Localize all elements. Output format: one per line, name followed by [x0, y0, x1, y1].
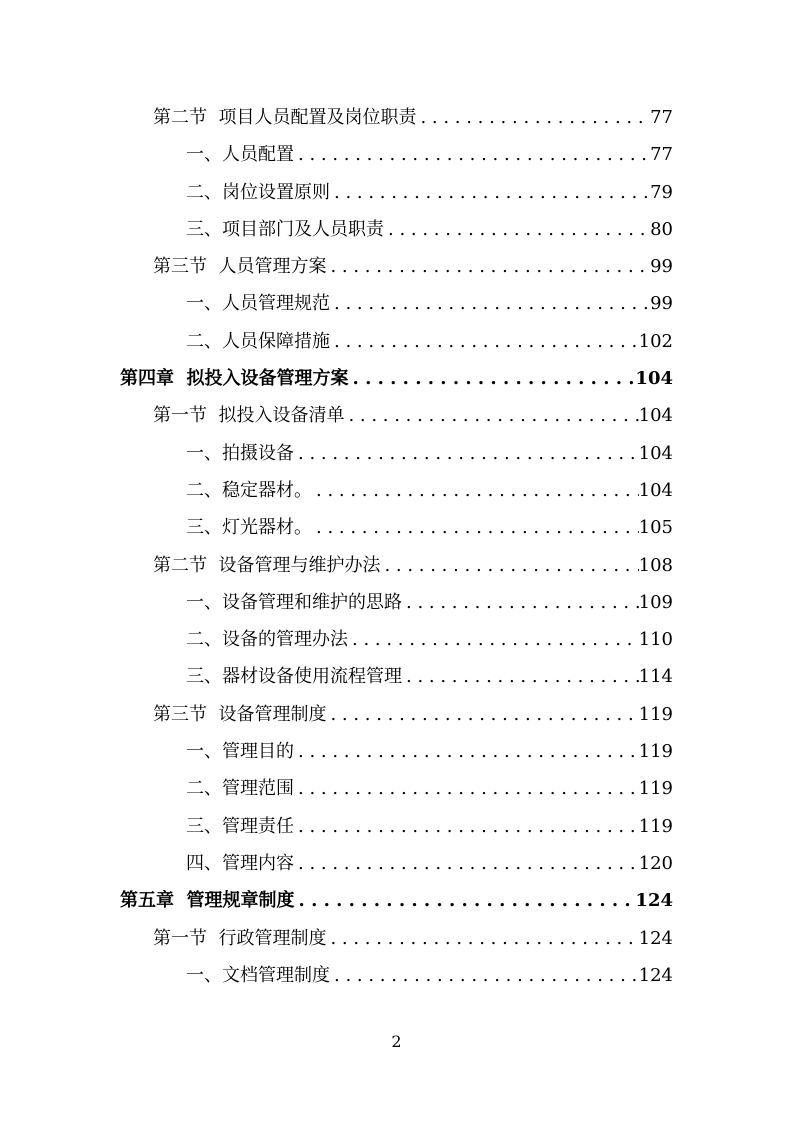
toc-entry-page: 104 — [638, 479, 673, 501]
toc-leader-dots — [326, 696, 638, 733]
toc-entry-chapter[interactable] — [0, 360, 793, 397]
toc-entry-title: 四、管理内容 — [186, 852, 294, 874]
toc-entry-page: 99 — [650, 256, 673, 278]
toc-entry-row — [186, 584, 673, 621]
toc-entry-title: 第四章 拟投入设备管理方案 — [120, 368, 349, 390]
toc-entry-page: 119 — [638, 815, 673, 837]
toc-entry-page: 104 — [638, 442, 673, 464]
toc-entry-title: 一、管理目的 — [186, 741, 294, 763]
toc-entry-page: 102 — [638, 330, 673, 352]
toc-entry-title: 三、管理责任 — [186, 815, 294, 837]
toc-entry-title: 第一节 拟投入设备清单 — [153, 405, 345, 427]
toc-entry-title: 二、岗位设置原则 — [186, 181, 330, 203]
toc-entry-section[interactable] — [0, 696, 793, 733]
toc-entry-row — [186, 472, 673, 509]
toc-leader-dots — [312, 509, 639, 546]
toc-entry-row — [153, 248, 673, 285]
toc-leader-dots — [294, 136, 650, 173]
toc-entry-row — [186, 733, 673, 770]
toc-entry-page: 119 — [638, 703, 673, 725]
toc-entry-row — [120, 882, 673, 919]
toc-leader-dots — [295, 882, 636, 919]
toc-entry-page: 108 — [638, 554, 673, 576]
toc-leader-dots — [348, 621, 639, 658]
toc-entry-item[interactable] — [0, 472, 793, 509]
toc-entry-chapter[interactable] — [0, 882, 793, 919]
toc-entry-row — [186, 509, 673, 546]
toc-entry-row — [186, 658, 673, 695]
toc-entry-item[interactable] — [0, 435, 793, 472]
toc-entry-row — [186, 323, 673, 360]
toc-entry-page: 120 — [638, 852, 673, 874]
toc-entry-title: 一、拍摄设备 — [186, 442, 294, 464]
toc-entry-title: 第三节 人员管理方案 — [153, 256, 327, 278]
toc-entry-page: 104 — [638, 405, 673, 427]
toc-entry-item[interactable] — [0, 285, 793, 322]
toc-entry-section[interactable] — [0, 99, 793, 136]
toc-entry-row — [186, 808, 673, 845]
toc-entry-page: 105 — [638, 517, 673, 539]
toc-entry-row — [153, 920, 673, 957]
toc-entry-section[interactable] — [0, 920, 793, 957]
toc-leader-dots — [402, 584, 639, 621]
toc-entry-section[interactable] — [0, 248, 793, 285]
page-number: 2 — [391, 1032, 402, 1051]
toc-entry-item[interactable] — [0, 957, 793, 994]
toc-entry-item[interactable] — [0, 658, 793, 695]
toc-entry-title: 一、人员配置 — [186, 144, 294, 166]
toc-entry-item[interactable] — [0, 845, 793, 882]
toc-entry-item[interactable] — [0, 323, 793, 360]
toc-leader-dots — [330, 323, 639, 360]
toc-leader-dots — [349, 360, 636, 397]
toc-entry-page: 114 — [638, 666, 673, 688]
toc-entry-row — [153, 696, 673, 733]
toc-entry-row — [153, 397, 673, 434]
toc-leader-dots — [384, 211, 650, 248]
toc-entry-row — [186, 621, 673, 658]
toc-entry-title: 第二节 设备管理与维护办法 — [153, 554, 381, 576]
toc-leader-dots — [294, 845, 639, 882]
toc-entry-row — [186, 770, 673, 807]
toc-entry-page: 109 — [638, 591, 673, 613]
toc-leader-dots — [294, 733, 639, 770]
toc-leader-dots — [294, 435, 639, 472]
toc-entry-title: 第五章 管理规章制度 — [120, 890, 295, 912]
toc-entry-row — [120, 360, 673, 397]
toc-entry-row — [186, 957, 673, 994]
toc-entry-item[interactable] — [0, 584, 793, 621]
toc-leader-dots — [294, 808, 639, 845]
toc-leader-dots — [330, 285, 650, 322]
toc-leader-dots — [330, 174, 650, 211]
toc-entry-page: 124 — [638, 927, 673, 949]
toc-entry-page: 124 — [638, 964, 673, 986]
toc-leader-dots — [344, 397, 638, 434]
toc-entry-title: 第一节 行政管理制度 — [153, 927, 327, 949]
toc-entry-item[interactable] — [0, 174, 793, 211]
toc-entry-row — [186, 211, 673, 248]
toc-entry-row — [186, 845, 673, 882]
toc-entry-row — [186, 174, 673, 211]
toc-entry-item[interactable] — [0, 211, 793, 248]
toc-entry-page: 124 — [635, 890, 673, 912]
toc-entry-row — [186, 435, 673, 472]
toc-entry-page: 110 — [638, 629, 673, 651]
toc-entry-title: 一、文档管理制度 — [186, 964, 330, 986]
toc-entry-title: 二、稳定器材。 — [186, 479, 312, 501]
toc-entry-section[interactable] — [0, 547, 793, 584]
toc-entry-item[interactable] — [0, 136, 793, 173]
toc-leader-dots — [312, 472, 639, 509]
toc-entry-title: 二、人员保障措施 — [186, 330, 330, 352]
toc-entry-title: 二、管理范围 — [186, 778, 294, 800]
toc-leader-dots — [326, 248, 650, 285]
table-of-contents — [0, 99, 793, 994]
toc-entry-row — [153, 547, 673, 584]
toc-entry-title: 第三节 设备管理制度 — [153, 703, 327, 725]
toc-leader-dots — [416, 99, 650, 136]
toc-entry-item[interactable] — [0, 733, 793, 770]
toc-entry-page: 119 — [638, 741, 673, 763]
toc-entry-title: 一、人员管理规范 — [186, 293, 330, 315]
toc-entry-page: 104 — [635, 368, 673, 390]
toc-entry-item[interactable] — [0, 808, 793, 845]
toc-entry-row — [186, 285, 673, 322]
toc-entry-page: 77 — [650, 107, 673, 128]
toc-entry-title: 三、器材设备使用流程管理 — [186, 666, 402, 688]
toc-entry-title: 一、设备管理和维护的思路 — [186, 591, 402, 613]
toc-entry-page: 77 — [650, 144, 673, 166]
toc-entry-item[interactable] — [0, 770, 793, 807]
toc-leader-dots — [326, 920, 638, 957]
toc-entry-title: 二、设备的管理办法 — [186, 629, 348, 651]
toc-leader-dots — [330, 957, 639, 994]
toc-leader-dots — [294, 770, 639, 807]
toc-leader-dots — [402, 658, 639, 695]
toc-entry-page: 79 — [650, 181, 673, 203]
toc-entry-item[interactable] — [0, 509, 793, 546]
toc-entry-row — [186, 136, 673, 173]
toc-entry-title: 三、灯光器材。 — [186, 517, 312, 539]
toc-entry-row — [153, 99, 673, 136]
toc-entry-item[interactable] — [0, 621, 793, 658]
toc-entry-title: 三、项目部门及人员职责 — [186, 218, 384, 240]
toc-entry-page: 80 — [650, 218, 673, 240]
toc-entry-section[interactable] — [0, 397, 793, 434]
toc-entry-page: 119 — [638, 778, 673, 800]
toc-entry-title: 第二节 项目人员配置及岗位职责 — [153, 107, 417, 128]
toc-leader-dots — [380, 547, 638, 584]
toc-entry-page: 99 — [650, 293, 673, 315]
